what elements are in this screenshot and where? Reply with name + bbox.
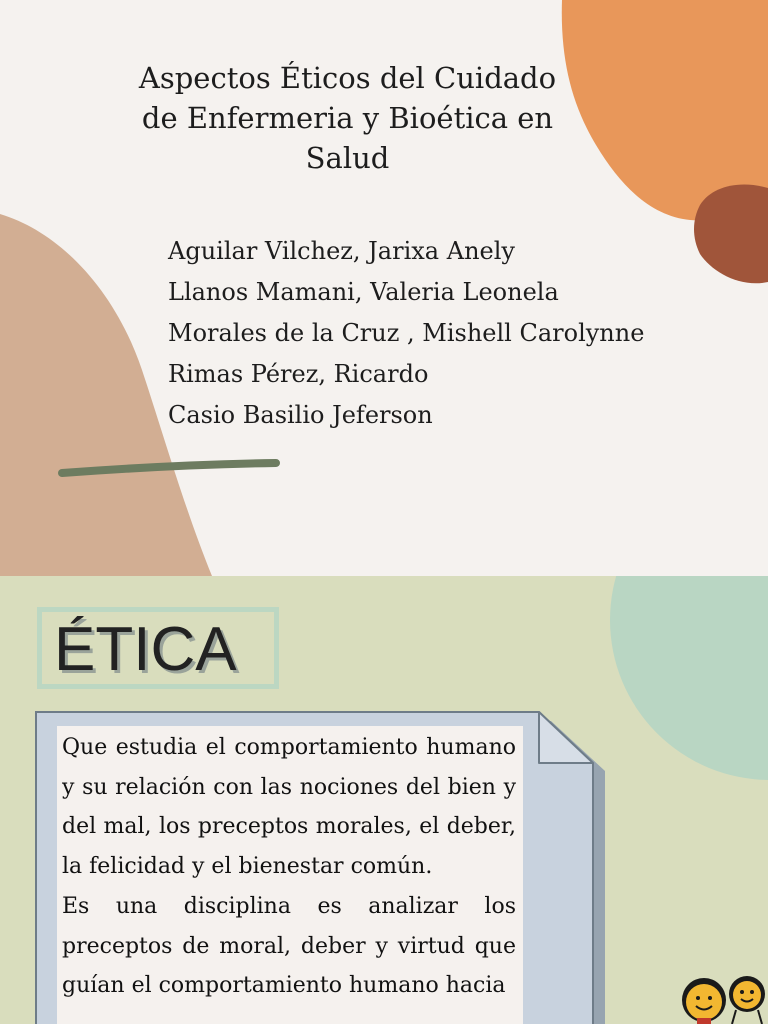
definition-paragraph: Que estudia el comportamiento humano y su relación con las nociones del bien y del mal, los preceptos morales, el deber, la felicidad y el bienestar común. — [62, 735, 516, 880]
presentation-title: Aspectos Éticos del Cuidado de Enfermeria y Bioética en Salud — [138, 61, 557, 175]
author-name: Aguilar Vilchez, Jarixa Anely — [168, 237, 515, 265]
section-heading: ÉTICA — [54, 615, 237, 684]
definition-paragraph: Es una disciplina es analizar los preceptos de moral, deber y virtud que guían el comportamiento humano hacia — [62, 893, 516, 999]
author-list — [168, 231, 644, 436]
author-name: Casio Basilio Jeferson — [168, 401, 433, 429]
author-name: Morales de la Cruz , Mishell Carolynne — [168, 319, 645, 347]
author-name: Llanos Mamani, Valeria Leonela — [168, 278, 559, 306]
author-name: Rimas Pérez, Ricardo — [168, 360, 429, 388]
brown-blob — [694, 185, 768, 284]
etica-slide — [0, 576, 768, 1024]
definition-text — [62, 728, 516, 1024]
cartoon-children-icon — [666, 974, 768, 1024]
